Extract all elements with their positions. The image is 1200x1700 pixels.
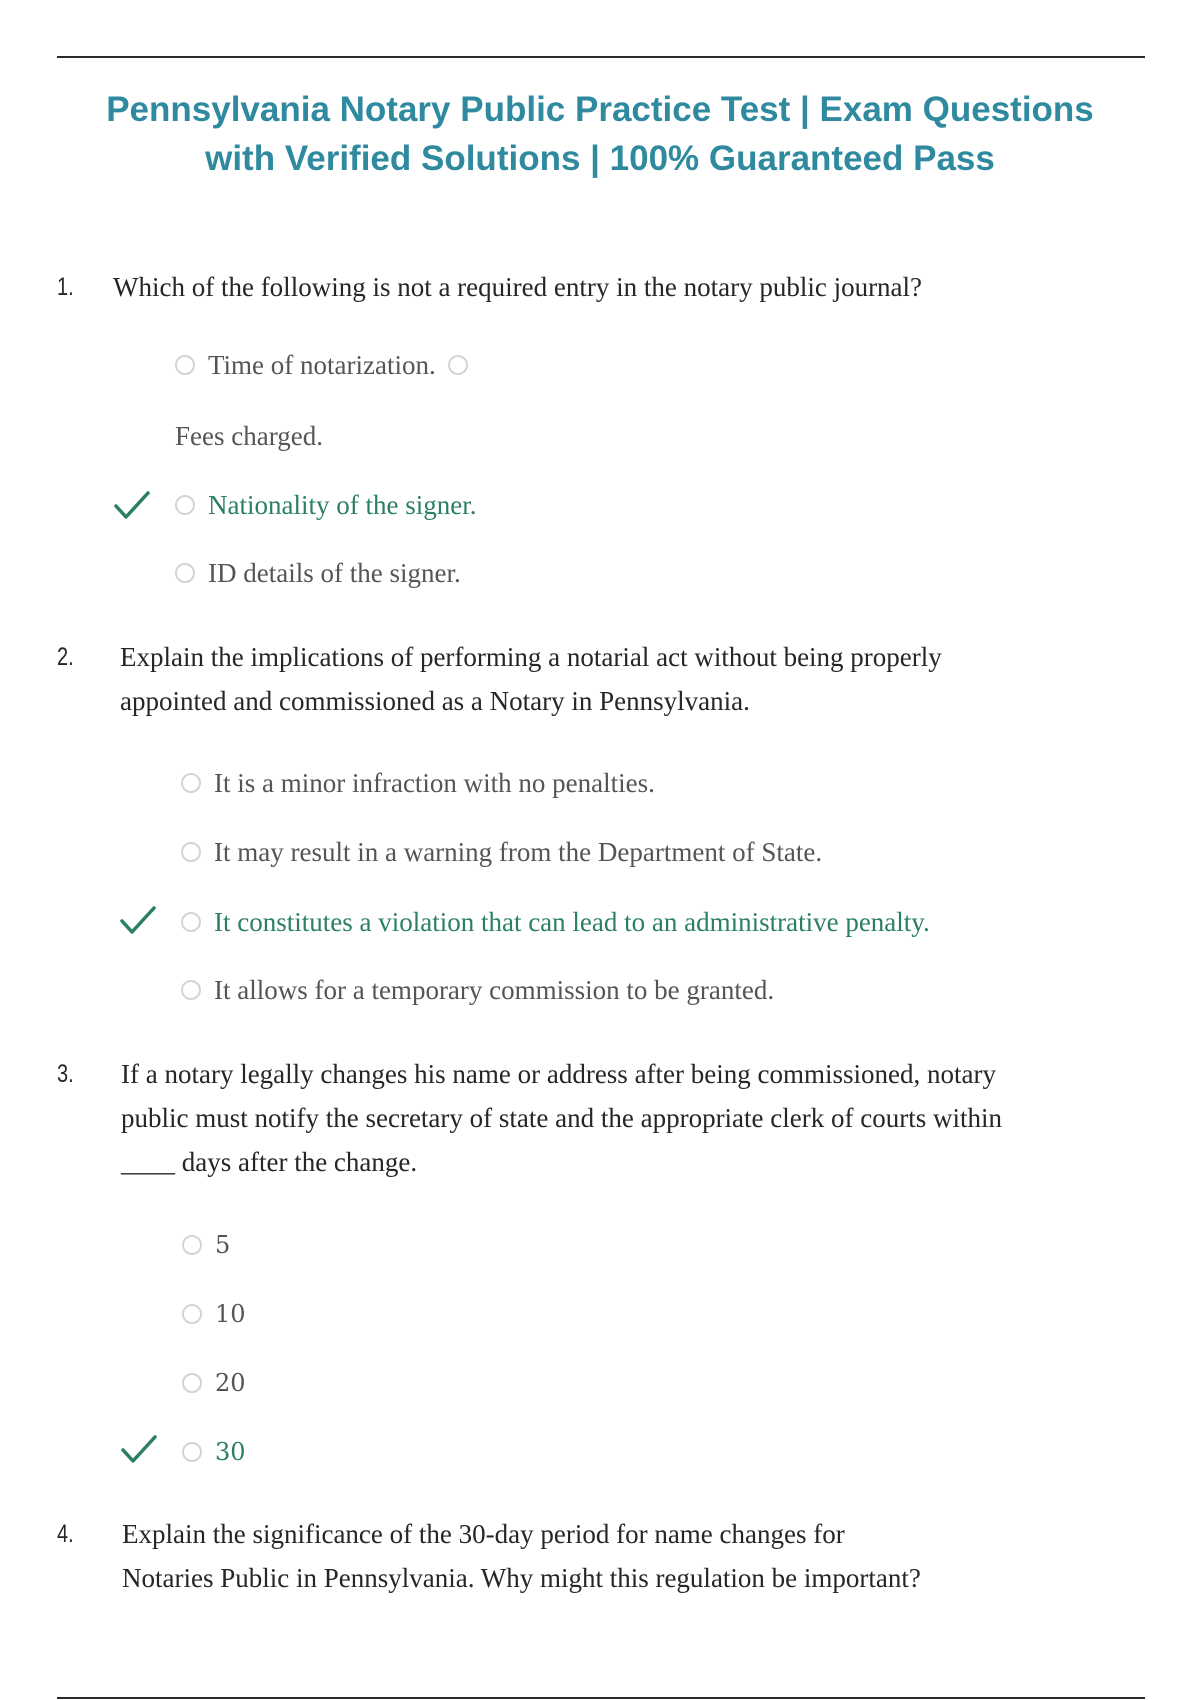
option-label: 5 — [215, 1231, 231, 1259]
radio-icon[interactable] — [448, 355, 468, 375]
checkmark-icon — [120, 1432, 158, 1466]
option-label: Nationality of the signer. — [208, 490, 477, 520]
question-text: If a notary legally changes his name or address after being commissioned, notary public must notify the secretary of state and the appropriate clerk of courts within ____ days after the change. — [121, 1059, 1002, 1177]
radio-icon[interactable] — [175, 563, 195, 583]
title-line-1: Pennsylvania Notary Public Practice Test | Exam Questions — [106, 90, 1094, 129]
option-q3-a[interactable] — [182, 1227, 230, 1263]
option-q1-d[interactable] — [175, 555, 461, 591]
option-label: It constitutes a violation that can lead to an administrative penalty. — [214, 907, 930, 937]
option-label: It is a minor infraction with no penalties. — [214, 768, 655, 798]
radio-icon[interactable] — [181, 773, 201, 793]
bottom-rule — [57, 1697, 1145, 1699]
radio-icon[interactable] — [175, 495, 195, 515]
checkmark-icon — [119, 903, 157, 937]
option-label: 20 — [215, 1369, 246, 1397]
page-title — [60, 85, 1140, 183]
option-q2-d[interactable] — [181, 972, 774, 1008]
question-number: 2. — [57, 643, 74, 671]
question-text: Explain the implications of performing a notarial act without being properly appointed and commissioned as a Notary in Pennsylvania. — [120, 642, 942, 716]
option-q3-c[interactable] — [182, 1365, 246, 1401]
option-q3-d[interactable] — [182, 1434, 246, 1470]
option-q2-b[interactable] — [181, 834, 822, 870]
option-label: Time of notarization. — [208, 350, 436, 380]
radio-icon[interactable] — [175, 355, 195, 375]
option-label: 30 — [215, 1438, 246, 1466]
question-text: Which of the following is not a required entry in the notary public journal? — [113, 272, 923, 302]
title-line-2: with Verified Solutions | 100% Guaranteed Pass — [205, 139, 995, 178]
radio-icon[interactable] — [181, 912, 201, 932]
option-q2-c[interactable] — [181, 904, 930, 940]
radio-icon[interactable] — [182, 1235, 202, 1255]
radio-icon[interactable] — [181, 980, 201, 1000]
option-q1-b[interactable] — [175, 418, 323, 454]
question-number: 3. — [57, 1060, 74, 1088]
option-label: It allows for a temporary commission to be granted. — [214, 975, 775, 1005]
question-number: 4. — [57, 1520, 74, 1548]
option-label: Fees charged. — [175, 421, 323, 451]
checkmark-icon — [113, 488, 151, 522]
radio-icon[interactable] — [182, 1304, 202, 1324]
option-label: 10 — [215, 1300, 246, 1328]
radio-icon[interactable] — [182, 1373, 202, 1393]
radio-icon[interactable] — [182, 1442, 202, 1462]
radio-icon[interactable] — [181, 842, 201, 862]
top-rule — [57, 56, 1145, 58]
question-text: Explain the significance of the 30-day period for name changes for Notaries Public in Pennsylvania. Why might this regulation be important? — [122, 1519, 921, 1593]
option-q2-a[interactable] — [181, 765, 655, 801]
option-q1-c[interactable] — [175, 487, 476, 523]
option-label: ID details of the signer. — [208, 558, 461, 588]
option-q1-a[interactable] — [175, 347, 468, 383]
question-number: 1. — [57, 273, 74, 301]
option-q3-b[interactable] — [182, 1296, 246, 1332]
option-label: It may result in a warning from the Department of State. — [214, 837, 823, 867]
